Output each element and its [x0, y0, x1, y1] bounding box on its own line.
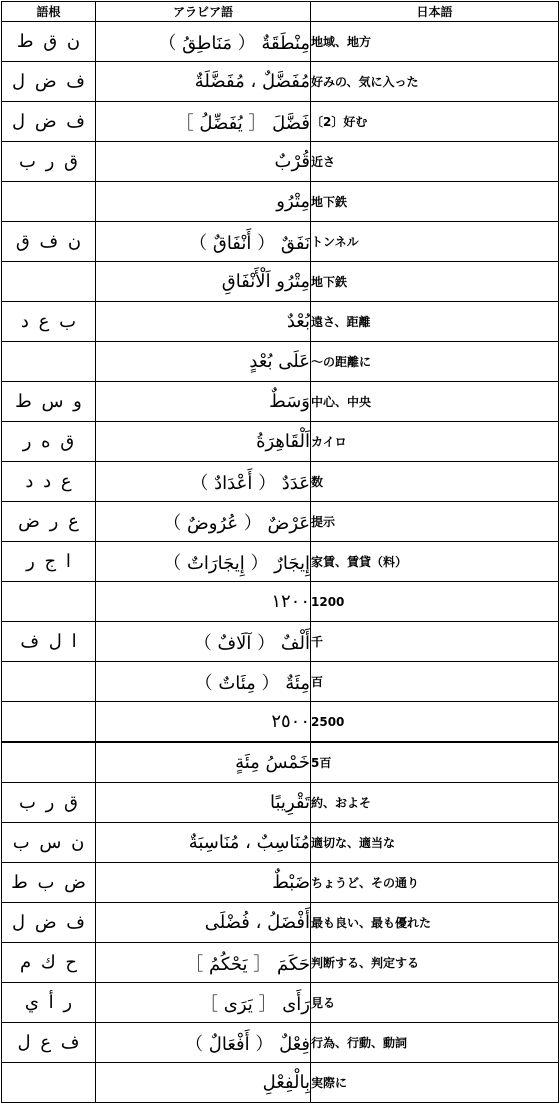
japanese-cell: 〔2〕好む: [311, 102, 559, 142]
arabic-cell: عَدَدٌ （ أَعْدَادٌ ）: [96, 462, 311, 502]
arabic-cell: مِتْرُو اَلْأَنْفَاقِ: [96, 262, 311, 302]
table-row: [2, 262, 559, 302]
table-row: [2, 302, 559, 342]
table-row: [2, 462, 559, 502]
header-arabic: アラビア語: [96, 2, 311, 22]
root-cell: ب ع د: [2, 302, 96, 342]
arabic-cell: مُنَاسِبٌ ، مُنَاسِبَةٌ: [96, 823, 311, 863]
table-row: [2, 622, 559, 662]
japanese-cell: 地下鉄: [311, 262, 559, 302]
table-row: [2, 1023, 559, 1063]
arabic-cell: مُفَضَّلٌ ، مُفَضَّلَةٌ: [96, 62, 311, 102]
root-cell: ا ل ف: [2, 622, 96, 662]
japanese-cell: ちょうど、その通り: [311, 863, 559, 903]
root-cell: ح ك م: [2, 943, 96, 983]
root-cell: [2, 582, 96, 622]
root-cell: ف ض ل: [2, 903, 96, 943]
table-row: [2, 62, 559, 102]
root-cell: ن ق ط: [2, 22, 96, 62]
arabic-cell: فِعْلٌ （ أَفْعَالٌ ）: [96, 1023, 311, 1063]
root-cell: [2, 1063, 96, 1103]
japanese-cell: 提示: [311, 502, 559, 542]
japanese-cell: 千: [311, 622, 559, 662]
japanese-cell: 地域、地方: [311, 22, 559, 62]
root-cell: [2, 662, 96, 702]
arabic-cell: عَرْضٌ （ عُرُوضٌ ）: [96, 502, 311, 542]
root-cell: ن س ب: [2, 823, 96, 863]
table-row: [2, 943, 559, 983]
table-row: [2, 1063, 559, 1103]
japanese-cell: カイロ: [311, 422, 559, 462]
japanese-cell: 見る: [311, 983, 559, 1023]
japanese-cell: ～の距離に: [311, 342, 559, 382]
japanese-cell: 地下鉄: [311, 182, 559, 222]
arabic-cell: مِئَةٌ （ مِئَاتٌ ）: [96, 662, 311, 702]
japanese-cell: 1200: [311, 582, 559, 622]
japanese-cell: 最も良い、最も優れた: [311, 903, 559, 943]
japanese-cell: 家賃、賃貸（料）: [311, 542, 559, 582]
table-row: [2, 903, 559, 943]
header-japanese: 日本語: [311, 2, 559, 22]
arabic-cell: ضَبْطٌ: [96, 863, 311, 903]
japanese-cell: 数: [311, 462, 559, 502]
root-cell: [2, 742, 96, 783]
root-cell: ض ب ط: [2, 863, 96, 903]
root-cell: ق ر ب: [2, 142, 96, 182]
table-row: [2, 582, 559, 622]
japanese-cell: 実際に: [311, 1063, 559, 1103]
table-row: [2, 502, 559, 542]
root-cell: ا ج ر: [2, 542, 96, 582]
japanese-cell: 適切な、適当な: [311, 823, 559, 863]
japanese-cell: 5百: [311, 742, 559, 783]
table-row: [2, 422, 559, 462]
japanese-cell: 行為、行動、動詞: [311, 1023, 559, 1063]
table-row: [2, 342, 559, 382]
root-cell: ف ع ل: [2, 1023, 96, 1063]
arabic-cell: بُعْدٌ: [96, 302, 311, 342]
arabic-cell: أَفْضَلُ ، فُضْلَى: [96, 903, 311, 943]
root-cell: و س ط: [2, 382, 96, 422]
arabic-cell: وَسَطٌ: [96, 382, 311, 422]
arabic-cell: تَقْرِيبًا: [96, 783, 311, 823]
root-cell: [2, 262, 96, 302]
japanese-cell: 好みの、気に入った: [311, 62, 559, 102]
arabic-cell: قُرْبٌ: [96, 142, 311, 182]
table-row: [2, 542, 559, 582]
table-row: [2, 863, 559, 903]
header-row: [2, 2, 559, 22]
root-cell: ف ض ل: [2, 102, 96, 142]
japanese-cell: 約、およそ: [311, 783, 559, 823]
arabic-cell: اَلْقَاهِرَةُ: [96, 422, 311, 462]
table-row: [2, 102, 559, 142]
arabic-cell: ٢٥٠٠: [96, 702, 311, 743]
root-cell: ق ه ر: [2, 422, 96, 462]
table-row: [2, 662, 559, 702]
root-cell: ر أ ي: [2, 983, 96, 1023]
arabic-cell: مِنْطَقَةٌ （ مَنَاطِقُ ）: [96, 22, 311, 62]
japanese-cell: 2500: [311, 702, 559, 743]
vocabulary-table: [1, 1, 559, 1103]
root-cell: [2, 342, 96, 382]
arabic-cell: أَلْفٌ （ آلَافٌ ）: [96, 622, 311, 662]
japanese-cell: トンネル: [311, 222, 559, 262]
japanese-cell: 判断する、判定する: [311, 943, 559, 983]
japanese-cell: 百: [311, 662, 559, 702]
arabic-cell: ١٢٠٠: [96, 582, 311, 622]
header-root: 語根: [2, 2, 96, 22]
table-row: [2, 983, 559, 1023]
table-row: [2, 222, 559, 262]
japanese-cell: 遠さ、距離: [311, 302, 559, 342]
table-row: [2, 742, 559, 783]
root-cell: ع ر ض: [2, 502, 96, 542]
arabic-cell: عَلَى بُعْدٍ: [96, 342, 311, 382]
table-row: [2, 382, 559, 422]
japanese-cell: 近さ: [311, 142, 559, 182]
table-row: [2, 783, 559, 823]
arabic-cell: نَفَقٌ （ أَنْفَاقٌ ）: [96, 222, 311, 262]
table-row: [2, 182, 559, 222]
table-row: [2, 702, 559, 743]
arabic-cell: خَمْسُ مِئَةٍ: [96, 742, 311, 783]
arabic-cell: فَضَّلَ ［ يُفَضِّلُ ］: [96, 102, 311, 142]
root-cell: ق ر ب: [2, 783, 96, 823]
table-row: [2, 823, 559, 863]
root-cell: [2, 182, 96, 222]
arabic-cell: حَكَمَ ［ يَحْكُمُ ］: [96, 943, 311, 983]
table-row: [2, 22, 559, 62]
root-cell: ن ف ق: [2, 222, 96, 262]
root-cell: ع د د: [2, 462, 96, 502]
arabic-cell: إِيجَارٌ （ إِيجَارَاتٌ ）: [96, 542, 311, 582]
arabic-cell: بِالْفِعْلِ: [96, 1063, 311, 1103]
arabic-cell: رَأَى ［ يَرَى ］: [96, 983, 311, 1023]
japanese-cell: 中心、中央: [311, 382, 559, 422]
arabic-cell: مِتْرُو: [96, 182, 311, 222]
root-cell: ف ض ل: [2, 62, 96, 102]
root-cell: [2, 702, 96, 743]
table-row: [2, 142, 559, 182]
